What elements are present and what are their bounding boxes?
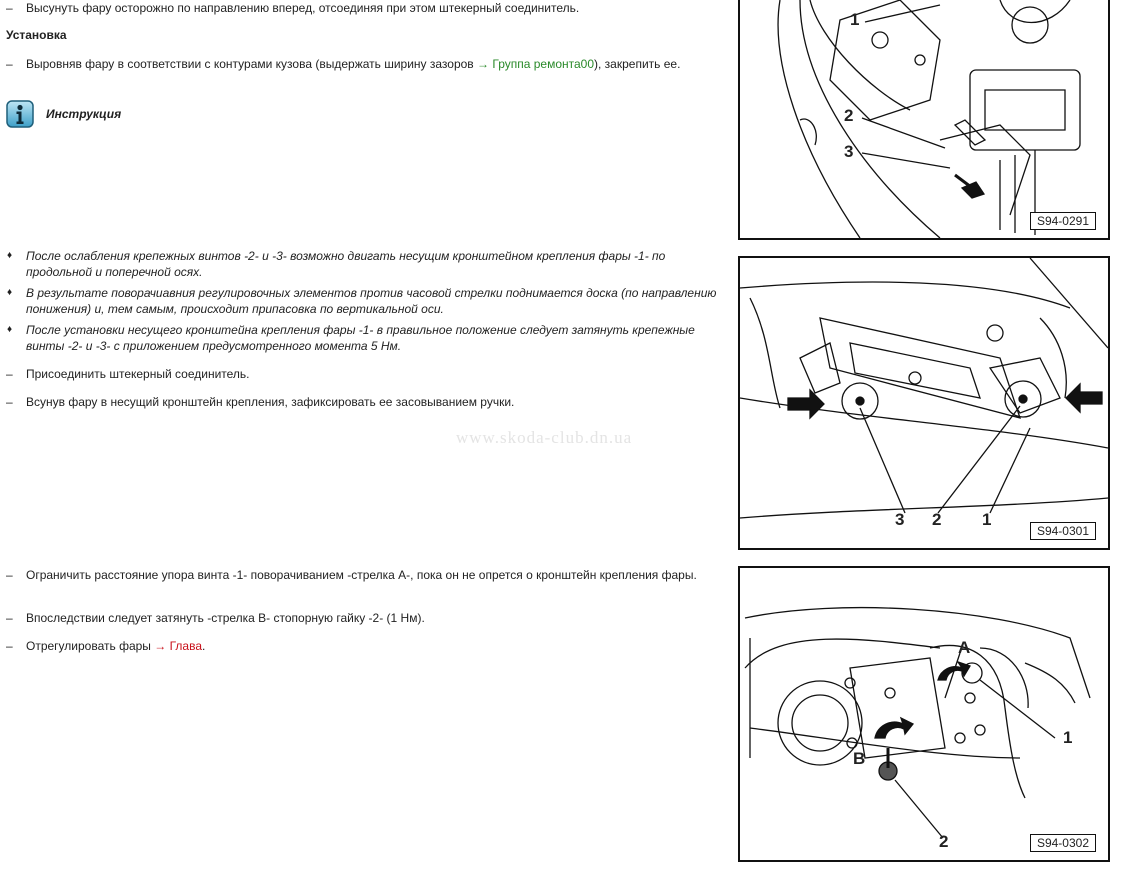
step-connect-plug bbox=[6, 366, 718, 382]
step-text: Впоследствии следует затянуть -стрелка B- стопорную гайку -2- (1 Нм). bbox=[26, 611, 425, 625]
figure-drawing bbox=[740, 0, 1108, 238]
step-unplug-headlight bbox=[6, 0, 718, 16]
callout-1: 1 bbox=[982, 510, 992, 529]
step-limit-screw bbox=[6, 567, 718, 583]
callout-2: 2 bbox=[932, 510, 942, 529]
info-icon bbox=[6, 100, 34, 128]
dash-marker: – bbox=[6, 639, 13, 653]
dash-marker: – bbox=[6, 1, 13, 15]
note-item bbox=[6, 248, 718, 280]
callout-2: 2 bbox=[939, 832, 949, 851]
instruction-note bbox=[6, 100, 121, 128]
step-insert-headlight bbox=[6, 394, 718, 410]
step-text: Присоединить штекерный соединитель. bbox=[26, 367, 250, 381]
note-text: После ослабления крепежных винтов -2- и -3- возможно двигать несущим кронштейном крепления фары -1- по продольной и поперечной осях. bbox=[26, 249, 666, 279]
dash-marker: – bbox=[6, 367, 13, 381]
step-text-suffix: ), закрепить ее. bbox=[594, 57, 681, 71]
callout-b: B bbox=[853, 749, 866, 768]
step-text bbox=[26, 638, 718, 654]
dash-marker: – bbox=[6, 57, 13, 71]
step-text: Высунуть фару осторожно по направлению вперед, отсоединяя при этом штекерный соединитель. bbox=[26, 1, 580, 15]
step-tighten-nut bbox=[6, 610, 718, 626]
note-text: В результате поворачиавния регулировочных элементов против часовой стрелки поднимается доска (по направлению понижения) и, тем самым, происходит припасовка по вертикальной оси. bbox=[26, 286, 717, 316]
step-text-prefix: Выровняв фару в соответствии с контурами кузова (выдержать ширину зазоров bbox=[26, 57, 474, 71]
callout-3: 3 bbox=[895, 510, 905, 529]
figure-s94-0301 bbox=[738, 256, 1110, 550]
figure-drawing bbox=[740, 258, 1108, 548]
note-text: После установки несущего кронштейна крепления фары -1- в правильное положение следует затянуть крепежные винты -2- и -3- с приложением предусмотренного момента 5 Нм. bbox=[26, 323, 695, 353]
section-heading-installation: Установка bbox=[6, 28, 67, 42]
step-text bbox=[26, 56, 718, 72]
figure-code: S94-0301 bbox=[1030, 522, 1096, 540]
dash-marker: – bbox=[6, 611, 13, 625]
note-item bbox=[6, 285, 718, 317]
step-text: Всунув фару в несущий кронштейн крепления, зафиксировать ее засовыванием ручки. bbox=[26, 395, 515, 409]
instruction-label: Инструкция bbox=[46, 107, 122, 121]
figure-s94-0291 bbox=[738, 0, 1110, 240]
step-text-prefix: Отрегулировать фары bbox=[26, 639, 151, 653]
step-adjust-headlights bbox=[6, 638, 718, 654]
link-repair-group[interactable]: → Группа ремонта00 bbox=[477, 57, 595, 71]
figure-code: S94-0302 bbox=[1030, 834, 1096, 852]
dash-marker: – bbox=[6, 395, 13, 409]
link-chapter[interactable]: → Глава bbox=[154, 639, 203, 653]
bullet-diamond: ♦ bbox=[7, 250, 13, 261]
step-align-headlight bbox=[6, 56, 718, 72]
callout-a: A bbox=[958, 638, 971, 657]
bullet-diamond: ♦ bbox=[7, 324, 13, 335]
callout-3: 3 bbox=[844, 142, 854, 161]
callout-2: 2 bbox=[844, 106, 854, 125]
dash-marker: – bbox=[6, 568, 13, 582]
step-text-suffix: . bbox=[202, 639, 206, 653]
figure-s94-0302 bbox=[738, 566, 1110, 862]
callout-1: 1 bbox=[850, 10, 860, 29]
watermark: www.skoda-club.dn.ua bbox=[456, 428, 633, 447]
note-item bbox=[6, 322, 718, 354]
figure-code: S94-0291 bbox=[1030, 212, 1096, 230]
figure-drawing bbox=[740, 568, 1108, 860]
step-text: Ограничить расстояние упора винта -1- поворачиванием -стрелка A-, пока он не опрется о кронштейн крепления фары. bbox=[26, 568, 697, 582]
callout-1: 1 bbox=[1063, 728, 1073, 747]
bullet-diamond: ♦ bbox=[7, 287, 13, 298]
